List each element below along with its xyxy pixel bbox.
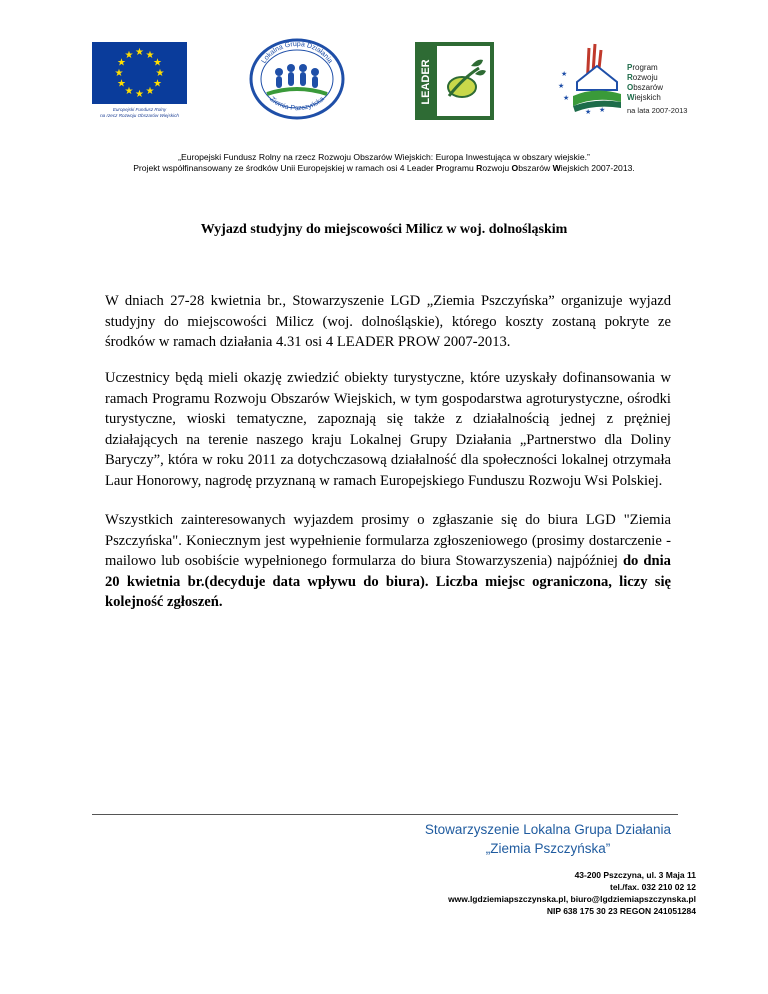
lgd-emblem-icon	[249, 38, 345, 120]
lgd-ring-bottom-text: Ziemia Pszczyńska	[268, 95, 326, 113]
svg-text:★: ★	[135, 89, 144, 100]
footer-contact	[276, 869, 696, 917]
funding-statement	[0, 152, 768, 174]
prow-word: iejskich	[634, 93, 661, 102]
leader-emblem-icon	[415, 42, 494, 120]
prow-emblem-icon	[555, 38, 627, 120]
funding-line-2	[0, 163, 768, 174]
svg-text:★: ★	[558, 82, 565, 90]
registration-deadline: do dnia 20 kwietnia br.(decyduje data wpływu do biura). Liczba miejsc ograniczona, liczy się kolejność zgłoszeń.	[105, 553, 671, 610]
prow-logo	[555, 38, 695, 120]
svg-text:★: ★	[563, 94, 570, 102]
svg-text:★: ★	[135, 47, 144, 58]
svg-text:★: ★	[145, 86, 155, 97]
prow-letter: R	[627, 73, 633, 82]
funding-bold-letter: W	[552, 163, 561, 173]
prow-letter: P	[627, 63, 633, 72]
lgd-logo	[249, 38, 345, 120]
funding-text: Projekt współfinansowany ze środków Unii Europejskiej w ramach osi 4 Leader	[133, 163, 437, 173]
funding-line-1: „Europejski Fundusz Rolny na rzecz Rozwoju Obszarów Wiejskich: Europa Inwestująca w obszary wiejskie.”	[178, 152, 590, 162]
funding-text: bszarów	[518, 163, 553, 173]
logo-bar	[0, 38, 768, 128]
prow-letter: W	[627, 93, 635, 102]
funding-bold-letter: P	[436, 163, 442, 173]
svg-text:★: ★	[145, 50, 155, 61]
contact-web-email: www.lgdziemiapszczynska.pl, biuro@lgdziemiapszczynska.pl	[448, 894, 696, 904]
lgd-ring-top-text: Lokalna Grupa Działania	[260, 40, 334, 65]
svg-text:★: ★	[561, 70, 568, 78]
document-title: Wyjazd studyjny do miejscowości Milicz w woj. dolnośląskim	[200, 222, 568, 237]
eu-logo	[92, 42, 187, 120]
registration-text: Wszystkich zainteresowanych wyjazdem prosimy o zgłaszanie się do biura LGD "Ziemia Pszczyńska". Koniecznym jest wypełnienie formularza zgłoszeniowego (prosimy dostarczenie - mailowo lub osobiście wypełnionego formularza do biura Stowarzyszenia) najpóźniej	[105, 512, 671, 569]
contact-address: 43-200 Pszczyna, ul. 3 Maja 11	[574, 870, 696, 880]
svg-text:★: ★	[585, 108, 592, 116]
leader-logo	[415, 42, 494, 120]
contact-ids: NIP 638 175 30 23 REGON 241051284	[546, 906, 696, 916]
prow-date: na lata 2007-2013	[627, 106, 688, 115]
svg-text:★: ★	[155, 68, 165, 79]
eu-caption: Europejski Fundusz Rolny na rzecz Rozwoju Obszarów Wiejskich	[100, 107, 179, 118]
prow-name	[627, 63, 663, 103]
contact-phone: tel./fax. 032 210 02 12	[609, 882, 696, 892]
leader-vertical-text: LEADER	[420, 59, 432, 105]
paragraph-program: Uczestnicy będą mieli okazję zwiedzić obiekty turystyczne, które uzyskały dofinansowania w ramach Programu Rozwoju Obszarów Wiejskich, w tym gospodarstwa agroturystyczne, ośrodki turystyczne, wioski tematyczne, zapoznają się także z działalnością jednej z prężniej działających na terenie naszego kraju Lokalnej Grupy Działania „Partnerstwo dla Doliny Baryczy”, która w roku 2011 za dotychczasową działalność dla społeczności lokalnej otrzymała Laur Honorowy, nagrodę przyznaną w ramach Europejskiego Funduszu Rozwoju Wsi Polskiej.	[105, 370, 671, 489]
svg-text:★: ★	[599, 106, 606, 114]
paragraph-registration	[105, 510, 671, 613]
funding-bold-letter: O	[511, 163, 519, 173]
svg-text:★: ★	[153, 78, 162, 90]
eu-stars-icon	[92, 42, 187, 104]
svg-text:★: ★	[124, 86, 134, 97]
funding-text: ozwoju	[482, 163, 512, 173]
paragraph-intro: W dniach 27-28 kwietnia br., Stowarzyszenie LGD „Ziemia Pszczyńska” organizuje wyjazd studyjny do miejscowości Milicz (woj. dolnośląskie), którego koszty zostaną pokryte ze środków w ramach działania 4.31 osi 4 LEADER PROW 2007-2013.	[105, 293, 671, 350]
svg-text:★: ★	[124, 50, 134, 61]
funding-text: iejskich 2007-2013.	[560, 163, 635, 173]
svg-text:★: ★	[117, 78, 126, 90]
prow-word: bszarów	[633, 83, 664, 92]
eu-flag	[92, 42, 187, 104]
footer-divider	[92, 814, 678, 815]
svg-text:★: ★	[117, 57, 126, 69]
prow-word: ozwoju	[632, 73, 658, 82]
prow-word: rogram	[632, 63, 658, 72]
funding-text: rogramu	[441, 163, 477, 173]
org-subname: „Ziemia Pszczyńska”	[485, 841, 611, 856]
org-name: Stowarzyszenie Lokalna Grupa Działania	[424, 822, 672, 837]
footer-organization	[418, 820, 678, 858]
svg-text:★: ★	[114, 68, 124, 79]
svg-text:★: ★	[153, 57, 162, 69]
prow-letter: O	[627, 83, 634, 92]
funding-bold-letter: R	[476, 163, 483, 173]
